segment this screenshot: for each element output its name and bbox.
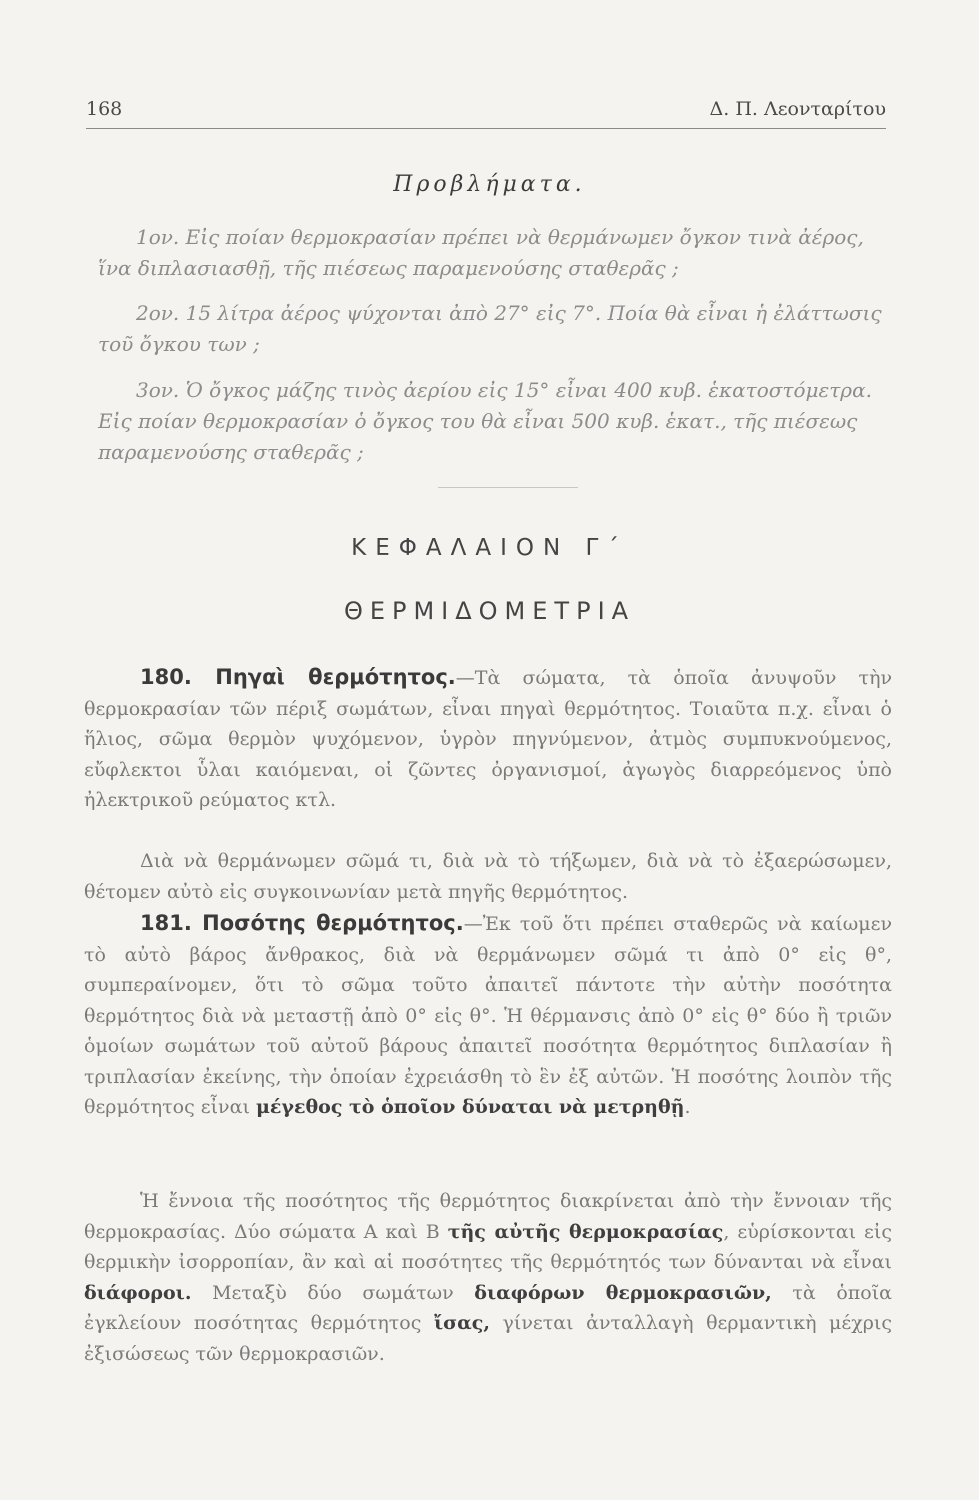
section-heading-180: 180. Πηγαὶ θερμότητος. xyxy=(140,665,456,689)
page-header xyxy=(86,98,886,128)
paragraph-text: —Ἐκ τοῦ ὅτι πρέπει σταθερῶς νὰ καίωμεν τὸ αὐτὸ βάρος ἄνθρακος, διὰ νὰ θερμάνωμεν σῶμά τι ἀπὸ 0° εἰς θ°, συμπεραίνομεν, ὅτι τὸ σῶμα τοῦτο ἀπαιτεῖ πάντοτε τὴν αὐτὴν ποσότητα θερμότητος διὰ νὰ μεταστῇ ἀπὸ 0° εἰς θ°. Ἡ θέρμανσις ἀπὸ 0° εἰς θ° δύο ἢ τριῶν ὁμοίων σωμάτων τοῦ αὐτοῦ βάρους ἀπαιτεῖ ποσότητα θερμότητος διπλασίαν ἢ τριπλασίαν ἐκείνης, τὴν ὁποίαν ἐχρειάσθη τὸ ἓν ἐξ αὐτῶν. Ἡ ποσότης λοιπὸν τῆς θερμότητος εἶναι xyxy=(84,913,893,1118)
page-number: 168 xyxy=(86,98,123,120)
problem-2 xyxy=(98,298,888,360)
problem-3 xyxy=(98,375,888,468)
problem-text: Ὁ ὄγκος μάζης τινὸς ἀερίου εἰς 15° εἶναι 400 κυβ. ἑκατοστόμετρα. Εἰς ποίαν θερμοκρασίαν ὁ ὄγκος του θὰ εἶναι 500 κυβ. ἑκατ., τῆς πιέσεως παραμενούσης σταθερᾶς ; xyxy=(98,378,872,464)
emphasis-text: μέγεθος τὸ ὁποῖον δύναται νὰ μετρηθῇ xyxy=(255,1096,685,1118)
paragraph-text: Μεταξὺ δύο σωμάτων xyxy=(191,1281,475,1304)
problem-label: 1ον. xyxy=(136,225,180,249)
problem-label: 3ον. xyxy=(136,378,180,402)
paragraph-text: τὰ ὁποῖα ἐγκλείουν ποσότητας θερμότητος xyxy=(84,1281,893,1334)
problems-title: Προβλήματα. xyxy=(393,172,586,197)
paragraph-180 xyxy=(84,662,892,816)
problem-1 xyxy=(98,222,888,284)
paragraph-text: Διὰ νὰ θερμάνωμεν σῶμά τι, διὰ νὰ τὸ τήξωμεν, διὰ νὰ τὸ ἐξαερώσωμεν, θέτομεν αὐτὸ εἰς συγκοινωνίαν μετὰ πηγῆς θερμότητος. xyxy=(84,850,892,903)
emphasis-text: διαφόρων θερμοκρασιῶν, xyxy=(474,1281,772,1304)
paragraph-text: , εὑρίσκονται εἰς θερμικὴν ἰσορροπίαν, ἂν καὶ αἱ ποσότητες τῆς θερμότητός των δύνανται νὰ εἶναι xyxy=(84,1220,892,1273)
section-divider xyxy=(438,487,578,488)
paragraph-180-2 xyxy=(84,846,892,907)
chapter-heading: ΚΕΦΑΛΑΙΟΝ Γ΄ xyxy=(351,535,628,561)
chapter-title: ΘΕΡΜΙΔΟΜΕΤΡΙΑ xyxy=(343,597,636,625)
paragraph-text: γίνεται ἀνταλλαγὴ θερμαντικὴ μέχρις ἐξισώσεως τῶν θερμοκρασιῶν. xyxy=(84,1312,893,1365)
problem-label: 2ον. xyxy=(136,301,180,325)
running-head-author: Δ. Π. Λεονταρίτου xyxy=(709,98,886,120)
section-heading-181: 181. Ποσότης θερμότητος. xyxy=(140,911,464,935)
problem-text: Εἰς ποίαν θερμοκρασίαν πρέπει νὰ θερμάνωμεν ὄγκον τινὰ ἀέρος, ἵνα διπλασιασθῇ, τῆς πιέσεως παραμενούσης σταθερᾶς ; xyxy=(98,225,864,280)
emphasis-text: διάφοροι. xyxy=(84,1281,192,1304)
emphasis-text: ἴσας, xyxy=(433,1312,490,1334)
paragraph-text: . xyxy=(684,1096,691,1118)
emphasis-text: τῆς αὐτῆς θερμοκρασίας xyxy=(447,1220,724,1243)
problem-text: 15 λίτρα ἀέρος ψύχονται ἀπὸ 27° εἰς 7°. Ποία θὰ εἶναι ἡ ἐλάττωσις τοῦ ὄγκου των ; xyxy=(98,301,882,356)
paragraph-text: —Τὰ σώματα, τὰ ὁποῖα ἀνυψοῦν τὴν θερμοκρασίαν τῶν πέριξ σωμάτων, εἶναι πηγαὶ θερμότητος. Τοιαῦτα π.χ. εἶναι ὁ ἥλιος, σῶμα θερμὸν ψυχόμενον, ὑγρὸν πηγνύμενον, ἀτμὸς συμπυκνούμενος, εὔφλεκτοι ὗλαι καιόμεναι, οἱ ζῶντες ὀργανισμοί, ἀγωγὸς διαρρεόμενος ὑπὸ ἠλεκτρικοῦ ρεύματος κτλ. xyxy=(84,667,893,811)
paragraph-text: Ἡ ἔννοια τῆς ποσότητος τῆς θερμότητος διακρίνεται ἀπὸ τὴν ἔννοιαν τῆς θερμοκρασίας. Δύο σώματα Α καὶ Β xyxy=(84,1190,892,1243)
paragraph-181-2 xyxy=(84,1186,892,1369)
header-rule xyxy=(86,128,886,129)
paragraph-181 xyxy=(84,908,892,1123)
